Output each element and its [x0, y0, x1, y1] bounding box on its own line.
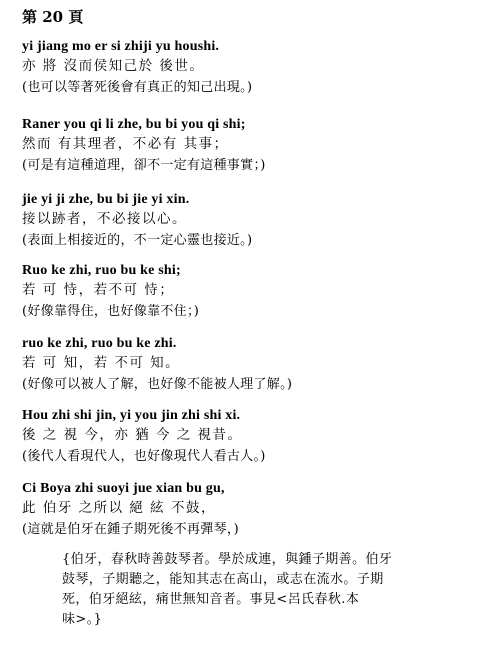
gloss-line: (表面上相接近的，不一定心靈也接近。) [22, 233, 253, 248]
gloss-line: (好像靠得住，也好像靠不住；) [22, 304, 200, 319]
chinese-line: 然而 有其理者，不必有 其事； [22, 136, 229, 152]
gloss-line: (也可以等著死後會有真正的知己出現。) [22, 80, 253, 95]
gloss-line: (這就是伯牙在鍾子期死後不再彈琴，) [22, 522, 240, 537]
gloss-line: (好像可以被人了解，也好像不能被人理了解。) [22, 377, 293, 392]
stanza-2 [22, 118, 266, 179]
note-line: 味>。} [62, 612, 103, 627]
stanza-3 [22, 193, 252, 254]
stanza-1 [22, 40, 252, 101]
annotation-note [62, 550, 482, 630]
pinyin-line: Ci Boya zhi suoyi jue xian bu gu, [22, 481, 225, 496]
stanza-4 [22, 264, 199, 325]
page-title: 第 20 頁 [22, 8, 84, 26]
pinyin-line: Hou zhi shi jin, yi you jin zhi shi xi. [22, 408, 241, 423]
note-line: {伯牙，春秋時善鼓琴者。學於成連，與鍾子期善。伯牙 [62, 552, 393, 567]
gloss-line: (可是有這種道理，卻不一定有這種事實；) [22, 158, 266, 173]
chinese-line: 若 可 恃，若不可 恃； [22, 282, 175, 298]
chinese-line: 若 可 知，若 不可 知。 [22, 355, 181, 371]
chinese-line: 接以跡者，不必接以心。 [22, 211, 187, 227]
stanza-7 [22, 482, 239, 543]
stanza-5 [22, 337, 292, 398]
chinese-line: 後 之 視 今，亦 猶 今 之 視昔。 [22, 427, 243, 443]
stanza-6 [22, 409, 266, 470]
pinyin-line: ruo ke zhi, ruo bu ke zhi. [22, 336, 177, 351]
note-line: 死，伯牙絕絃，痛世無知音者。事見<呂氏春秋.本 [62, 592, 360, 607]
gloss-line: (後代人看現代人，也好像現代人看古人。) [22, 449, 266, 464]
pinyin-line: Raner you qi li zhe, bu bi you qi shi; [22, 117, 246, 132]
chinese-line: 亦 將 沒而侯知己於 後世。 [22, 58, 205, 74]
pinyin-line: Ruo ke zhi, ruo bu ke shi; [22, 263, 181, 278]
note-line: 鼓琴，子期聽之，能知其志在高山，或志在流水。子期 [62, 572, 384, 587]
pinyin-line: yi jiang mo er si zhiji yu houshi. [22, 39, 220, 54]
chinese-line: 此 伯牙 之所以 絕 絃 不鼓， [22, 500, 216, 516]
pinyin-line: jie yi ji zhe, bu bi jie yi xin. [22, 192, 190, 207]
